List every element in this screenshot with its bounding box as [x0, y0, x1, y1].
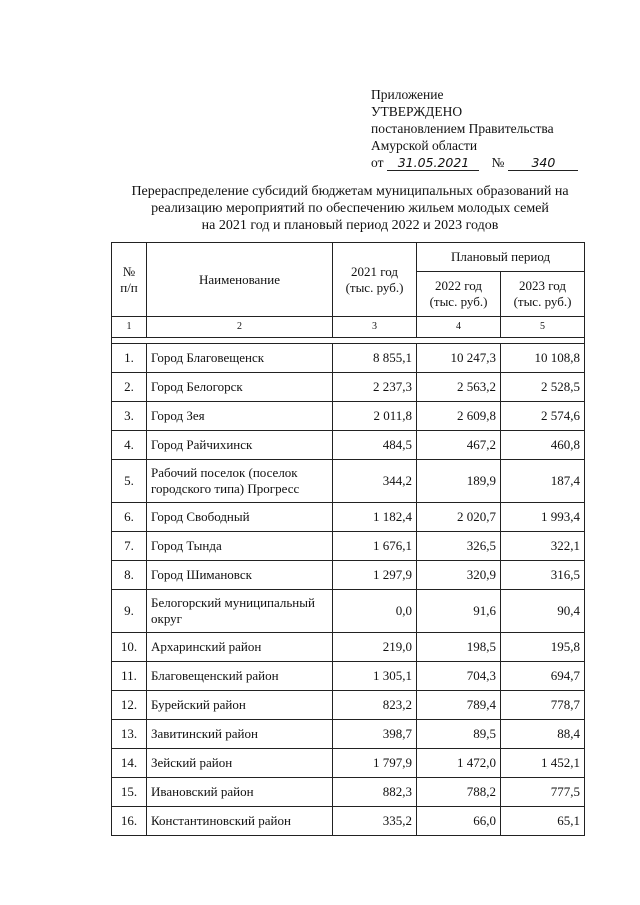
municipality-name: Белогорский муниципальный округ: [147, 590, 333, 633]
table-row: [112, 532, 585, 561]
table-row: [112, 691, 585, 720]
value-2022: 2 609,8: [417, 402, 501, 431]
row-number: 4.: [112, 431, 147, 460]
value-2021: 882,3: [333, 778, 417, 807]
value-2022: 91,6: [417, 590, 501, 633]
table-row: [112, 778, 585, 807]
value-2021: 1 305,1: [333, 662, 417, 691]
value-2023: 316,5: [501, 561, 585, 590]
table-row: [112, 344, 585, 373]
row-number: 1.: [112, 344, 147, 373]
municipality-name: Город Благовещенск: [147, 344, 333, 373]
value-2023: 65,1: [501, 807, 585, 836]
value-2023: 460,8: [501, 431, 585, 460]
row-number: 2.: [112, 373, 147, 402]
municipality-name: Город Свободный: [147, 503, 333, 532]
row-number: 15.: [112, 778, 147, 807]
table-row: [112, 431, 585, 460]
subsidy-table: [111, 242, 585, 836]
value-2023: 694,7: [501, 662, 585, 691]
approval-block: [371, 86, 601, 171]
value-2022: 1 472,0: [417, 749, 501, 778]
value-2022: 66,0: [417, 807, 501, 836]
municipality-name: Завитинский район: [147, 720, 333, 749]
municipality-name: Бурейский район: [147, 691, 333, 720]
table-row: [112, 720, 585, 749]
value-2022: 326,5: [417, 532, 501, 561]
header-no: № п/п: [112, 243, 147, 317]
value-2021: 2 237,3: [333, 373, 417, 402]
header-name: Наименование: [147, 243, 333, 317]
municipality-name: Архаринский район: [147, 633, 333, 662]
table-header-row: [112, 243, 585, 272]
table-row: [112, 373, 585, 402]
table-row: [112, 590, 585, 633]
value-2022: 704,3: [417, 662, 501, 691]
value-2023: 1 452,1: [501, 749, 585, 778]
value-2023: 10 108,8: [501, 344, 585, 373]
approval-decree-label: постановлением Правительства: [371, 121, 554, 136]
document-title: [110, 183, 590, 234]
value-2021: 344,2: [333, 460, 417, 503]
row-number: 16.: [112, 807, 147, 836]
value-2023: 2 574,6: [501, 402, 585, 431]
title-line-2: реализацию мероприятий по обеспечению жильем молодых семей: [151, 201, 549, 216]
header-plan-period: Плановый период: [417, 243, 585, 272]
row-number: 8.: [112, 561, 147, 590]
value-2021: 219,0: [333, 633, 417, 662]
value-2023: 90,4: [501, 590, 585, 633]
municipality-name: Город Белогорск: [147, 373, 333, 402]
row-number: 3.: [112, 402, 147, 431]
value-2021: 8 855,1: [333, 344, 417, 373]
municipality-name: Константиновский район: [147, 807, 333, 836]
title-line-1: Перераспределение субсидий бюджетам муниципальных образований на: [131, 184, 569, 199]
value-2021: 1 797,9: [333, 749, 417, 778]
value-2022: 189,9: [417, 460, 501, 503]
title-line-3: на 2021 год и плановый период 2022 и 2023 годов: [201, 218, 499, 233]
value-2023: 777,5: [501, 778, 585, 807]
value-2023: 322,1: [501, 532, 585, 561]
value-2022: 89,5: [417, 720, 501, 749]
header-2021: 2021 год (тыс. руб.): [333, 243, 417, 317]
value-2022: 467,2: [417, 431, 501, 460]
municipality-name: Зейский район: [147, 749, 333, 778]
value-2021: 2 011,8: [333, 402, 417, 431]
row-number: 7.: [112, 532, 147, 561]
handwritten-date: 31.05.2021: [387, 156, 479, 171]
col-index-5: 5: [501, 317, 585, 338]
row-number: 14.: [112, 749, 147, 778]
municipality-name: Город Тында: [147, 532, 333, 561]
header-2022: 2022 год (тыс. руб.): [417, 272, 501, 317]
value-2023: 2 528,5: [501, 373, 585, 402]
value-2022: 320,9: [417, 561, 501, 590]
table-row: [112, 503, 585, 532]
table-row: [112, 662, 585, 691]
value-2023: 88,4: [501, 720, 585, 749]
approval-region-label: Амурской области: [371, 138, 478, 153]
value-2023: 195,8: [501, 633, 585, 662]
table-row: [112, 633, 585, 662]
row-number: 10.: [112, 633, 147, 662]
table-row: [112, 561, 585, 590]
municipality-name: Ивановский район: [147, 778, 333, 807]
value-2021: 0,0: [333, 590, 417, 633]
row-number: 5.: [112, 460, 147, 503]
value-2021: 1 676,1: [333, 532, 417, 561]
value-2023: 1 993,4: [501, 503, 585, 532]
municipality-name: Рабочий поселок (поселок городского типа) Прогресс: [147, 460, 333, 503]
number-prefix: №: [491, 155, 505, 170]
value-2022: 788,2: [417, 778, 501, 807]
approval-date-line: [371, 154, 601, 171]
value-2021: 398,7: [333, 720, 417, 749]
value-2021: 823,2: [333, 691, 417, 720]
value-2022: 198,5: [417, 633, 501, 662]
table-row: [112, 460, 585, 503]
row-number: 9.: [112, 590, 147, 633]
table-row: [112, 402, 585, 431]
row-number: 13.: [112, 720, 147, 749]
table-row: [112, 807, 585, 836]
approval-annex-label: Приложение: [371, 87, 444, 102]
municipality-name: Благовещенский район: [147, 662, 333, 691]
value-2023: 187,4: [501, 460, 585, 503]
value-2022: 10 247,3: [417, 344, 501, 373]
approval-approved-label: УТВЕРЖДЕНО: [371, 104, 463, 119]
col-index-2: 2: [147, 317, 333, 338]
value-2022: 2 563,2: [417, 373, 501, 402]
column-index-row: [112, 317, 585, 338]
table-row: [112, 749, 585, 778]
col-index-1: 1: [112, 317, 147, 338]
col-index-3: 3: [333, 317, 417, 338]
row-number: 12.: [112, 691, 147, 720]
value-2021: 1 297,9: [333, 561, 417, 590]
municipality-name: Город Шимановск: [147, 561, 333, 590]
row-number: 11.: [112, 662, 147, 691]
handwritten-number: 340: [508, 156, 578, 171]
value-2021: 484,5: [333, 431, 417, 460]
value-2022: 2 020,7: [417, 503, 501, 532]
value-2021: 335,2: [333, 807, 417, 836]
header-2023: 2023 год (тыс. руб.): [501, 272, 585, 317]
value-2021: 1 182,4: [333, 503, 417, 532]
value-2022: 789,4: [417, 691, 501, 720]
value-2023: 778,7: [501, 691, 585, 720]
municipality-name: Город Райчихинск: [147, 431, 333, 460]
municipality-name: Город Зея: [147, 402, 333, 431]
row-number: 6.: [112, 503, 147, 532]
date-prefix: от: [371, 155, 384, 170]
col-index-4: 4: [417, 317, 501, 338]
